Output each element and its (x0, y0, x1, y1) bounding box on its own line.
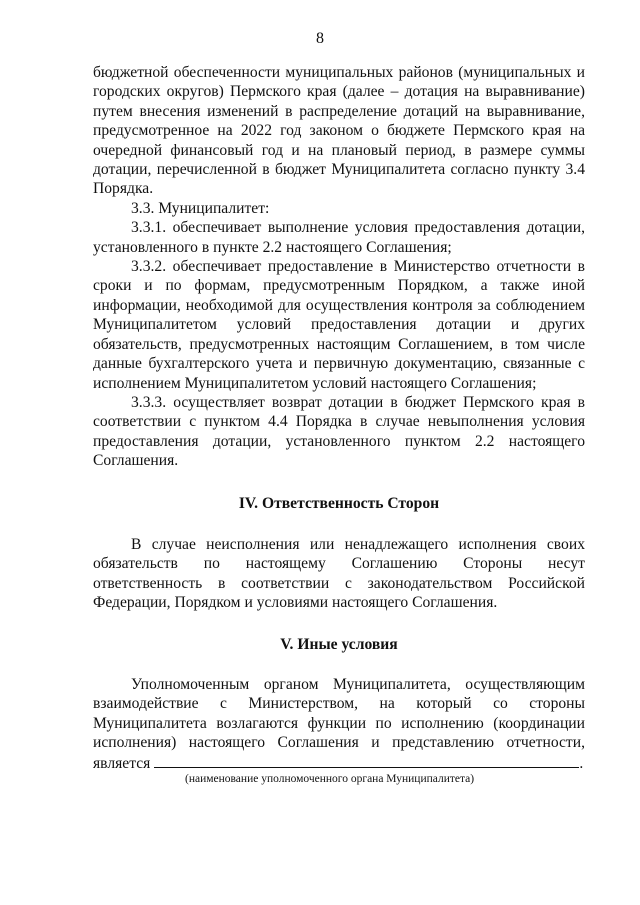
section-5-text (93, 675, 585, 773)
page-number: 8 (316, 30, 324, 47)
section-4-text: В случае неисполнения или ненадлежащего исполнения своих обязательств по настоящему Соглашению Стороны несут ответственность в соответствии с законодательством Российской Федерации, Порядком и условиями настоящего Соглашения. (93, 535, 585, 612)
paragraph-3-3: 3.3. Муниципалитет: (131, 199, 270, 217)
paragraph-continuation: бюджетной обеспеченности муниципальных районов (муниципальных и городских округов) Пермского края (далее – дотация на выравнивание) путем внесения изменений в распределение дотаций на выравнивание, предусмотренное на 2022 год законом о бюджете Пермского края на очередной финансовый год и на плановый период, в размере суммы дотации, перечисленной в бюджет Муниципалитета согласно пункту 3.4 Порядка. (93, 64, 585, 198)
fill-line-caption: (наименование уполномоченного органа Муниципалитета) (185, 773, 475, 785)
paragraph-3-3-1: 3.3.1. обеспечивает выполнение условия предоставления дотации, установленного в пункте 2.2 настоящего Соглашения; (93, 219, 585, 256)
blank-fill-line (154, 753, 579, 768)
paragraph-3-3-2: 3.3.2. обеспечивает предоставление в Министерство отчетности в сроки и по формам, предусмотренным Порядком, а также иной информации, необходимой для осуществления контроля за соблюдением Муниципалитетом условий предоставления дотации и других обязательств, предусмотренных настоящим Соглашением, в том числе данные бухгалтерского учета и первичную документацию, связанные с исполнением Муниципалитетом условий настоящего Соглашения; (93, 258, 585, 392)
end-mark: . (579, 754, 584, 772)
paragraph-3-3-3: 3.3.3. осуществляет возврат дотации в бюджет Пермского края в соответствии с пунктом 4.4 Порядка в случае невыполнения условия предоставления дотации, установленного пунктом 2.2 настоящего Соглашения. (93, 393, 585, 470)
document-body (93, 63, 585, 786)
section-4-heading: IV. Ответственность Сторон (238, 494, 440, 512)
section-5-heading: V. Иные условия (280, 635, 398, 653)
section-5-text-body: Уполномоченным органом Муниципалитета, осуществляющим взаимодействие с Министерством, на который со стороны Муниципалитета возлагаются функции по исполнению (координации исполнения) настоящего Соглашения и представлению отчетности, является (93, 675, 585, 772)
